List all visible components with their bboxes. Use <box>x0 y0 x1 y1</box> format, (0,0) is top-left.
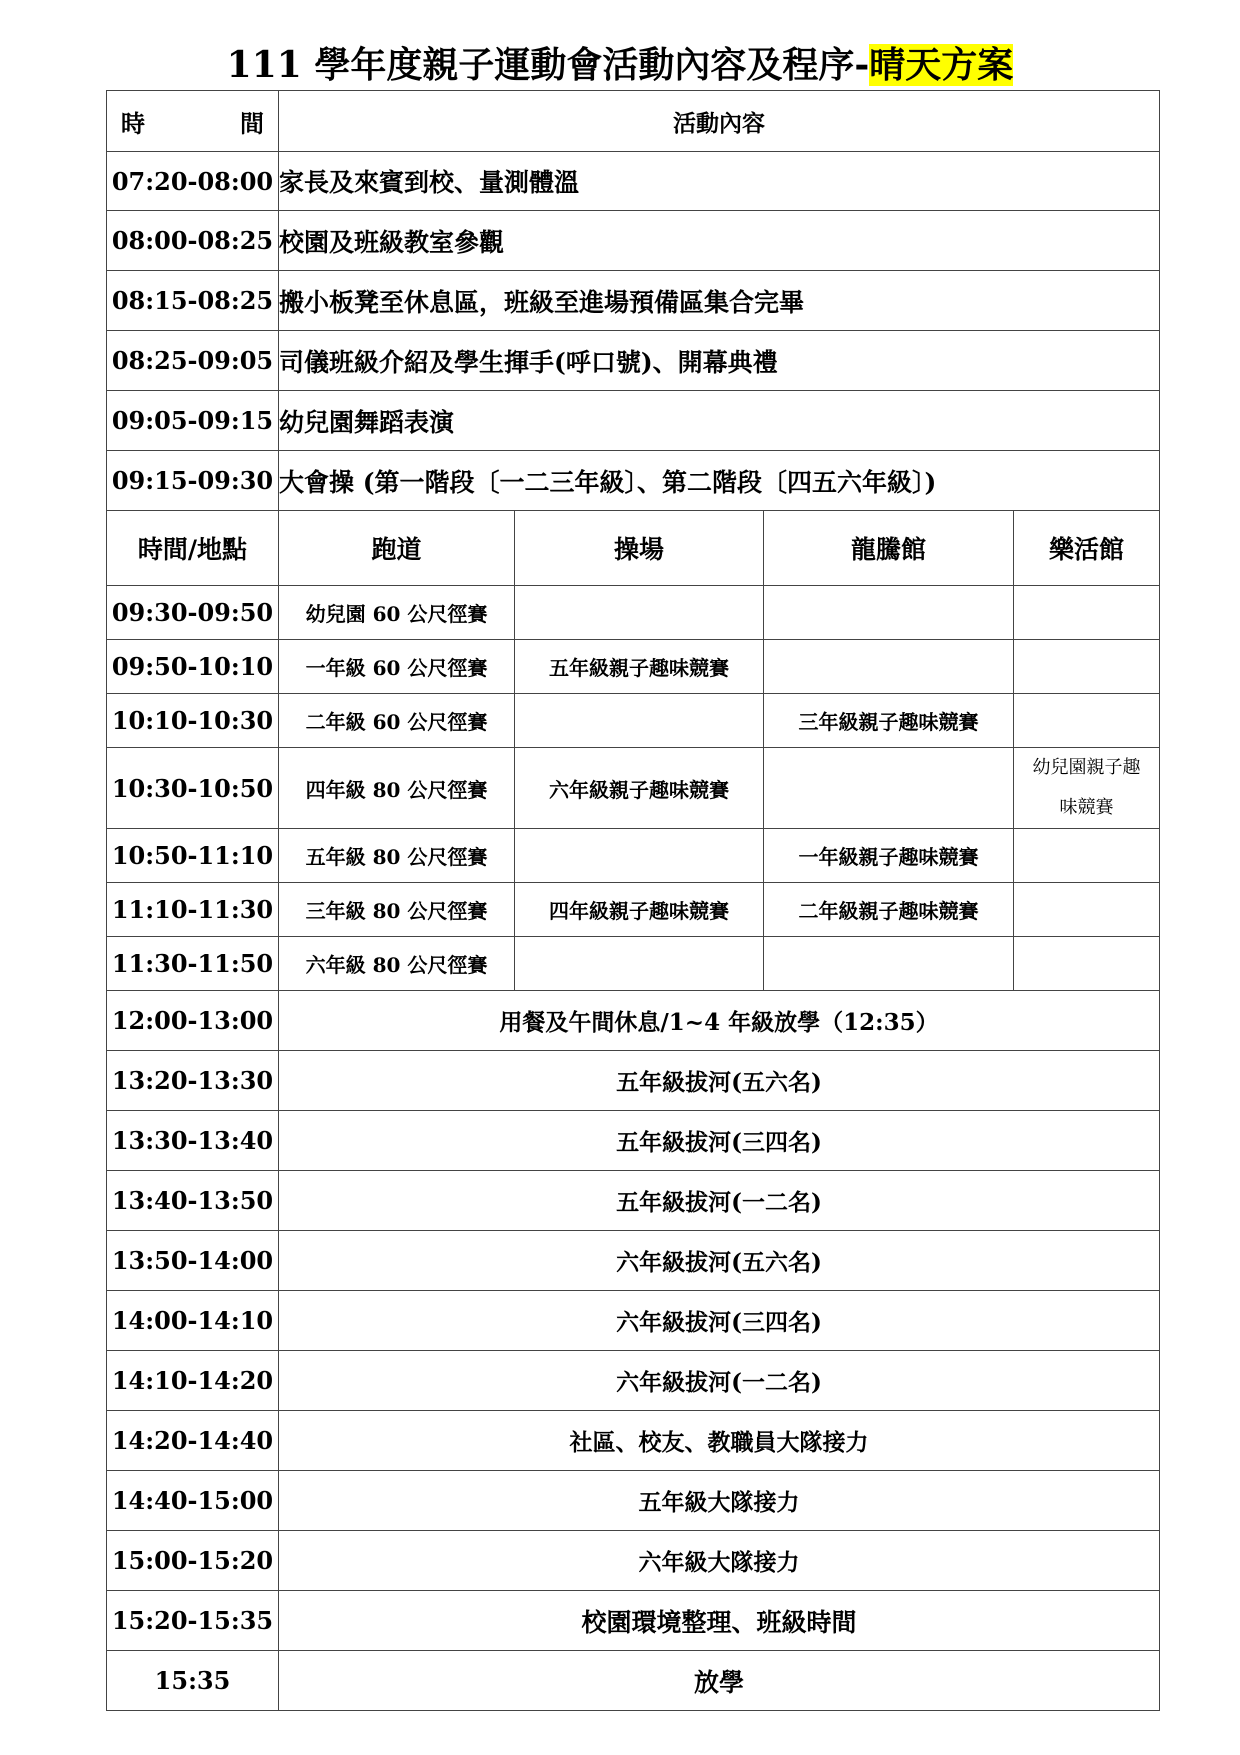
lehuo-cell <box>1014 829 1160 883</box>
time-cell: 15:20-15:35 <box>107 1591 279 1651</box>
activity-cell: 六年級拔河(一二名) <box>279 1351 1160 1411</box>
activity-cell: 放學 <box>279 1651 1160 1711</box>
time-cell: 14:20-14:40 <box>107 1411 279 1471</box>
table-row <box>107 271 1160 331</box>
title-highlight: 晴天方案 <box>869 44 1014 86</box>
header-time-a: 時 <box>121 108 145 138</box>
venue-header-track: 跑道 <box>279 511 515 586</box>
table-row <box>107 331 1160 391</box>
activity-cell: 六年級拔河(五六名) <box>279 1231 1160 1291</box>
schedule-table <box>106 90 1160 1711</box>
header-time-b: 間 <box>240 108 264 138</box>
table-row <box>107 1111 1160 1171</box>
activity-cell: 五年級大隊接力 <box>279 1471 1160 1531</box>
table-row <box>107 1651 1160 1711</box>
table-row <box>107 1591 1160 1651</box>
table-row <box>107 991 1160 1051</box>
time-cell: 09:30-09:50 <box>107 586 279 640</box>
time-cell: 10:50-11:10 <box>107 829 279 883</box>
longteng-cell: 二年級親子趣味競賽 <box>764 883 1014 937</box>
activity-cell: 社區、校友、教職員大隊接力 <box>279 1411 1160 1471</box>
activity-cell: 用餐及午間休息/1~4 年級放學（12:35） <box>279 991 1160 1051</box>
activity-cell: 大會操 (第一階段〔一二三年級〕、第二階段〔四五六年級〕) <box>279 451 1160 511</box>
venue-row <box>107 694 1160 748</box>
activity-cell: 五年級拔河(一二名) <box>279 1171 1160 1231</box>
activity-cell: 校園環境整理、班級時間 <box>279 1591 1160 1651</box>
longteng-cell <box>764 586 1014 640</box>
time-cell: 07:20-08:00 <box>107 152 279 211</box>
venue-header-lehuo: 樂活館 <box>1014 511 1160 586</box>
time-cell: 14:00-14:10 <box>107 1291 279 1351</box>
table-row <box>107 1231 1160 1291</box>
time-cell: 14:10-14:20 <box>107 1351 279 1411</box>
time-cell: 15:35 <box>107 1651 279 1711</box>
page-title <box>0 40 1240 90</box>
activity-cell: 校園及班級教室參觀 <box>279 211 1160 271</box>
track-cell: 三年級 80 公尺徑賽 <box>279 883 515 937</box>
table-row <box>107 1051 1160 1111</box>
activity-cell: 司儀班級介紹及學生揮手(呼口號)、開幕典禮 <box>279 331 1160 391</box>
table-row <box>107 211 1160 271</box>
activity-cell: 五年級拔河(五六名) <box>279 1051 1160 1111</box>
track-cell: 二年級 60 公尺徑賽 <box>279 694 515 748</box>
track-cell: 幼兒園 60 公尺徑賽 <box>279 586 515 640</box>
table-row <box>107 1291 1160 1351</box>
track-cell: 六年級 80 公尺徑賽 <box>279 937 515 991</box>
time-cell: 14:40-15:00 <box>107 1471 279 1531</box>
time-cell: 09:50-10:10 <box>107 640 279 694</box>
longteng-cell <box>764 748 1014 829</box>
time-cell: 15:00-15:20 <box>107 1531 279 1591</box>
time-cell: 08:00-08:25 <box>107 211 279 271</box>
field-cell <box>515 937 764 991</box>
table-row <box>107 391 1160 451</box>
venue-header-row <box>107 511 1160 586</box>
track-cell: 四年級 80 公尺徑賽 <box>279 748 515 829</box>
time-cell: 09:15-09:30 <box>107 451 279 511</box>
venue-row <box>107 748 1160 829</box>
venue-header-field: 操場 <box>515 511 764 586</box>
track-cell: 五年級 80 公尺徑賽 <box>279 829 515 883</box>
table-row <box>107 1411 1160 1471</box>
header-content-cell: 活動內容 <box>279 91 1160 152</box>
longteng-cell: 一年級親子趣味競賽 <box>764 829 1014 883</box>
time-cell: 11:10-11:30 <box>107 883 279 937</box>
venue-row <box>107 829 1160 883</box>
activity-cell: 搬小板凳至休息區，班級至進場預備區集合完畢 <box>279 271 1160 331</box>
field-cell: 五年級親子趣味競賽 <box>515 640 764 694</box>
longteng-cell <box>764 937 1014 991</box>
lehuo-cell <box>1014 694 1160 748</box>
time-cell: 08:15-08:25 <box>107 271 279 331</box>
activity-cell: 五年級拔河(三四名) <box>279 1111 1160 1171</box>
header-row <box>107 91 1160 152</box>
table-row <box>107 152 1160 211</box>
lehuo-cell: 幼兒園親子趣味競賽 <box>1014 748 1160 829</box>
table-row <box>107 1351 1160 1411</box>
lehuo-cell <box>1014 640 1160 694</box>
time-cell: 10:30-10:50 <box>107 748 279 829</box>
field-cell: 六年級親子趣味競賽 <box>515 748 764 829</box>
time-cell: 13:50-14:00 <box>107 1231 279 1291</box>
time-cell: 13:30-13:40 <box>107 1111 279 1171</box>
table-row <box>107 1531 1160 1591</box>
track-cell: 一年級 60 公尺徑賽 <box>279 640 515 694</box>
time-cell: 09:05-09:15 <box>107 391 279 451</box>
lehuo-cell <box>1014 586 1160 640</box>
field-cell <box>515 586 764 640</box>
field-cell <box>515 694 764 748</box>
longteng-cell <box>764 640 1014 694</box>
table-row <box>107 451 1160 511</box>
time-cell: 11:30-11:50 <box>107 937 279 991</box>
activity-cell: 六年級大隊接力 <box>279 1531 1160 1591</box>
title-main: 111 學年度親子運動會活動內容及程序- <box>226 44 870 86</box>
time-cell: 10:10-10:30 <box>107 694 279 748</box>
lehuo-cell <box>1014 937 1160 991</box>
header-time-cell <box>107 91 279 152</box>
venue-header-longteng: 龍騰館 <box>764 511 1014 586</box>
venue-row <box>107 937 1160 991</box>
time-cell: 13:20-13:30 <box>107 1051 279 1111</box>
activity-cell: 家長及來賓到校、量測體溫 <box>279 152 1160 211</box>
venue-row <box>107 586 1160 640</box>
venue-header-time-place: 時間/地點 <box>107 511 279 586</box>
time-cell: 12:00-13:00 <box>107 991 279 1051</box>
longteng-cell: 三年級親子趣味競賽 <box>764 694 1014 748</box>
venue-row <box>107 640 1160 694</box>
field-cell: 四年級親子趣味競賽 <box>515 883 764 937</box>
time-cell: 08:25-09:05 <box>107 331 279 391</box>
table-row <box>107 1471 1160 1531</box>
time-cell: 13:40-13:50 <box>107 1171 279 1231</box>
field-cell <box>515 829 764 883</box>
table-row <box>107 1171 1160 1231</box>
venue-row <box>107 883 1160 937</box>
lehuo-cell <box>1014 883 1160 937</box>
activity-cell: 六年級拔河(三四名) <box>279 1291 1160 1351</box>
activity-cell: 幼兒園舞蹈表演 <box>279 391 1160 451</box>
